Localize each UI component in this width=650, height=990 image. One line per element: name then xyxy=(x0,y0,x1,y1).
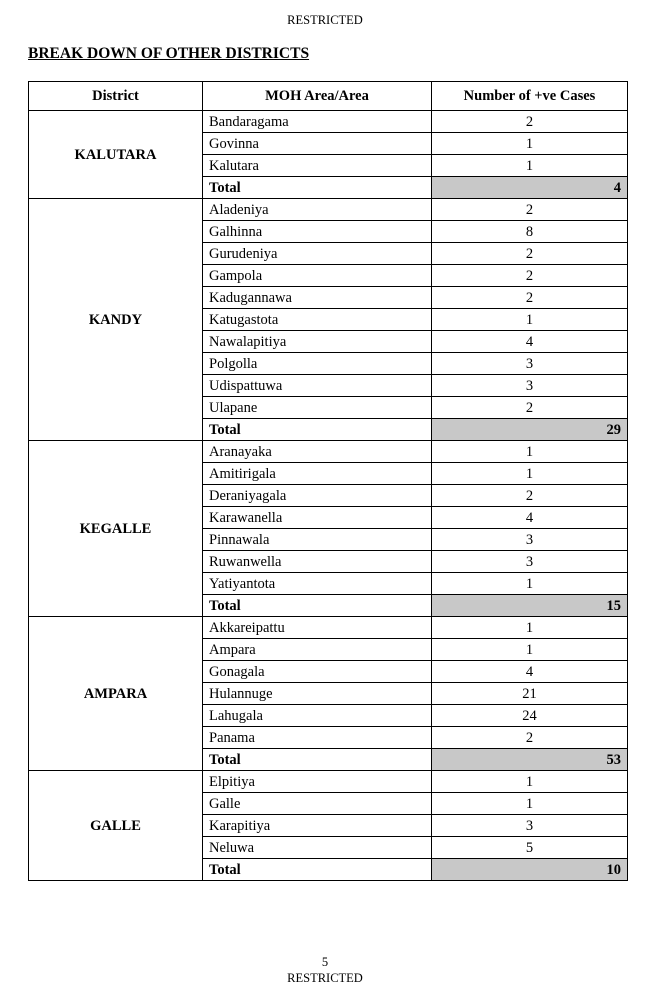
case-count: 4 xyxy=(432,507,628,529)
total-label: Total xyxy=(203,419,432,441)
moh-area-name: Hulannuge xyxy=(203,683,432,705)
table-row xyxy=(29,441,628,463)
moh-area-name: Akkareipattu xyxy=(203,617,432,639)
moh-area-name: Govinna xyxy=(203,133,432,155)
column-header-cases: Number of +ve Cases xyxy=(432,82,628,111)
case-count: 1 xyxy=(432,793,628,815)
case-count: 2 xyxy=(432,397,628,419)
case-count: 2 xyxy=(432,111,628,133)
table-row xyxy=(29,199,628,221)
header-classification: RESTRICTED xyxy=(287,13,363,27)
moh-area-name: Yatiyantota xyxy=(203,573,432,595)
moh-area-name: Deraniyagala xyxy=(203,485,432,507)
moh-area-name: Ruwanwella xyxy=(203,551,432,573)
cases-table xyxy=(28,81,628,881)
table-body xyxy=(29,111,628,881)
total-label: Total xyxy=(203,595,432,617)
case-count: 4 xyxy=(432,661,628,683)
moh-area-name: Gurudeniya xyxy=(203,243,432,265)
moh-area-name: Karapitiya xyxy=(203,815,432,837)
case-count: 5 xyxy=(432,837,628,859)
case-count: 1 xyxy=(432,639,628,661)
district-name: KEGALLE xyxy=(29,441,203,617)
moh-area-name: Kalutara xyxy=(203,155,432,177)
case-count: 21 xyxy=(432,683,628,705)
moh-area-name: Amitirigala xyxy=(203,463,432,485)
moh-area-name: Nawalapitiya xyxy=(203,331,432,353)
case-count: 1 xyxy=(432,441,628,463)
moh-area-name: Neluwa xyxy=(203,837,432,859)
table-row xyxy=(29,111,628,133)
moh-area-name: Galhinna xyxy=(203,221,432,243)
case-count: 3 xyxy=(432,353,628,375)
case-count: 3 xyxy=(432,815,628,837)
table-row xyxy=(29,771,628,793)
district-name: KALUTARA xyxy=(29,111,203,199)
moh-area-name: Panama xyxy=(203,727,432,749)
moh-area-name: Pinnawala xyxy=(203,529,432,551)
column-header-district: District xyxy=(29,82,203,111)
district-name: KANDY xyxy=(29,199,203,441)
case-count: 3 xyxy=(432,551,628,573)
moh-area-name: Gonagala xyxy=(203,661,432,683)
moh-area-name: Gampola xyxy=(203,265,432,287)
case-count: 2 xyxy=(432,287,628,309)
case-count: 1 xyxy=(432,463,628,485)
moh-area-name: Galle xyxy=(203,793,432,815)
total-value: 53 xyxy=(432,749,628,771)
moh-area-name: Elpitiya xyxy=(203,771,432,793)
table-header-row xyxy=(29,82,628,111)
case-count: 2 xyxy=(432,727,628,749)
moh-area-name: Ulapane xyxy=(203,397,432,419)
moh-area-name: Udispattuwa xyxy=(203,375,432,397)
case-count: 2 xyxy=(432,243,628,265)
moh-area-name: Karawanella xyxy=(203,507,432,529)
moh-area-name: Lahugala xyxy=(203,705,432,727)
case-count: 8 xyxy=(432,221,628,243)
case-count: 1 xyxy=(432,155,628,177)
table-row xyxy=(29,617,628,639)
case-count: 24 xyxy=(432,705,628,727)
page-number: 5 xyxy=(321,955,329,969)
case-count: 1 xyxy=(432,617,628,639)
total-value: 4 xyxy=(432,177,628,199)
moh-area-name: Aranayaka xyxy=(203,441,432,463)
case-count: 1 xyxy=(432,771,628,793)
moh-area-name: Aladeniya xyxy=(203,199,432,221)
moh-area-name: Katugastota xyxy=(203,309,432,331)
total-label: Total xyxy=(203,859,432,881)
total-label: Total xyxy=(203,749,432,771)
column-header-moh-area: MOH Area/Area xyxy=(203,82,432,111)
case-count: 1 xyxy=(432,133,628,155)
case-count: 2 xyxy=(432,199,628,221)
moh-area-name: Ampara xyxy=(203,639,432,661)
section-title: BREAK DOWN OF OTHER DISTRICTS xyxy=(28,45,310,62)
moh-area-name: Kadugannawa xyxy=(203,287,432,309)
case-count: 2 xyxy=(432,485,628,507)
case-count: 1 xyxy=(432,309,628,331)
case-count: 4 xyxy=(432,331,628,353)
total-label: Total xyxy=(203,177,432,199)
total-value: 15 xyxy=(432,595,628,617)
district-name: GALLE xyxy=(29,771,203,881)
district-name: AMPARA xyxy=(29,617,203,771)
moh-area-name: Polgolla xyxy=(203,353,432,375)
footer-classification: RESTRICTED xyxy=(287,971,363,985)
case-count: 1 xyxy=(432,573,628,595)
total-value: 10 xyxy=(432,859,628,881)
case-count: 3 xyxy=(432,529,628,551)
case-count: 2 xyxy=(432,265,628,287)
case-count: 3 xyxy=(432,375,628,397)
moh-area-name: Bandaragama xyxy=(203,111,432,133)
total-value: 29 xyxy=(432,419,628,441)
